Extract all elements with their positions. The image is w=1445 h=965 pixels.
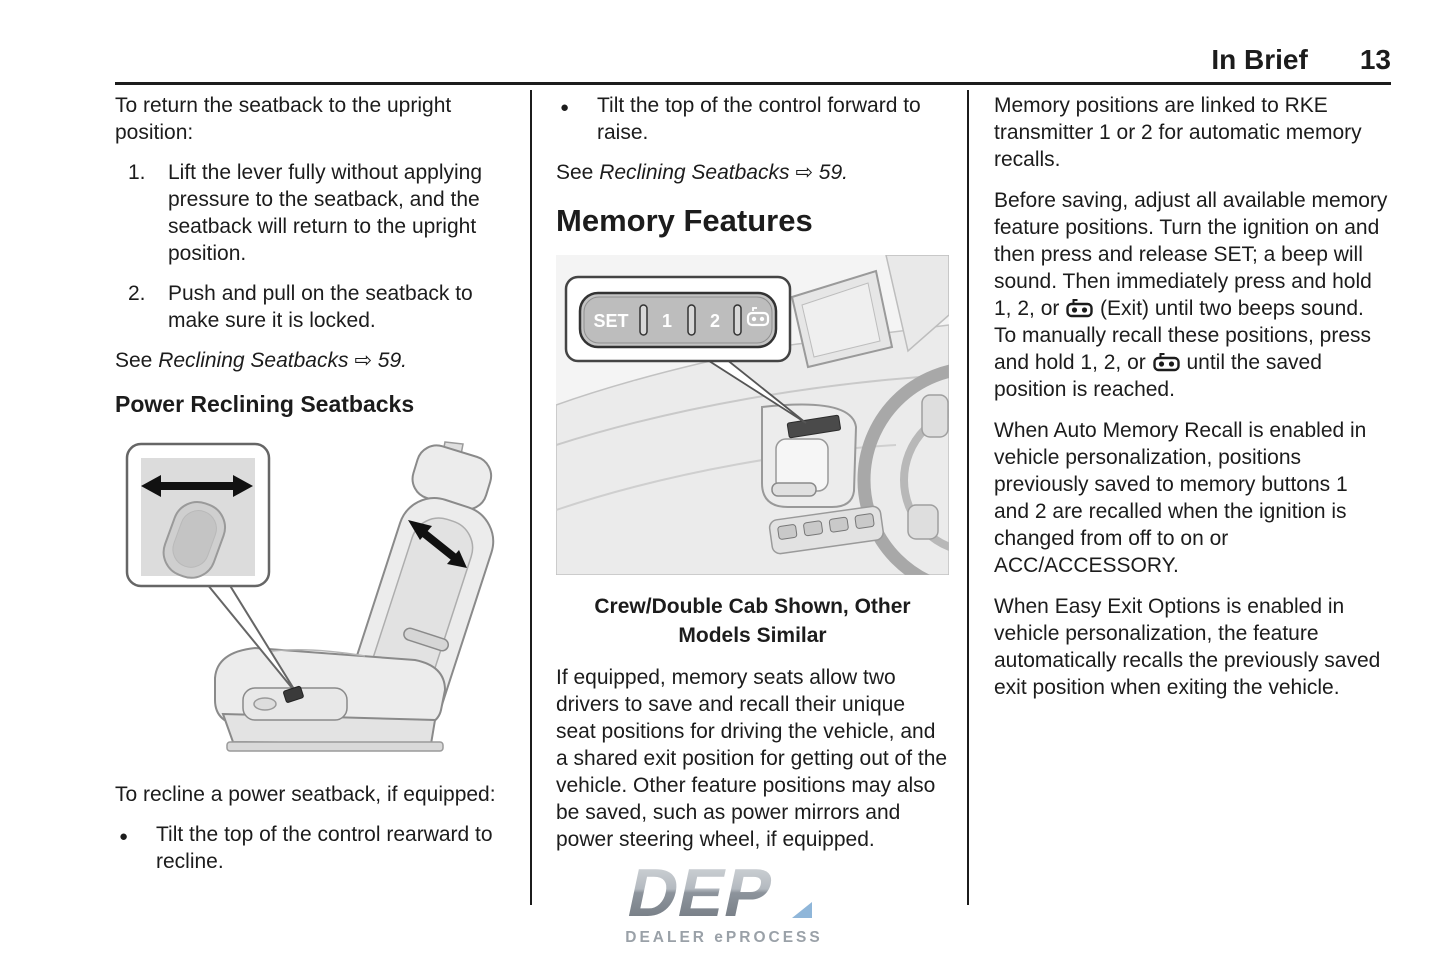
logo-subtext: DEALER ePROCESS	[625, 929, 823, 946]
column-3	[994, 92, 1388, 701]
seat-illustration	[115, 438, 507, 758]
exit-icon	[1065, 298, 1094, 318]
paragraph: Before saving, adjust all available memory feature positions. Turn the ignition on and then press and release SET; a beep will sound. Then immediately press and hold 1, 2, or (Exit) until two beeps sound. To manually recall these positions, press and hold 1, 2, or until the saved position is reached.	[994, 189, 1388, 401]
column-1	[115, 92, 507, 875]
list-item	[115, 159, 507, 267]
exit-icon	[1152, 352, 1181, 372]
reference-title: Reclining Seatbacks	[599, 161, 790, 184]
reference-page: 59.	[377, 349, 407, 372]
paragraph: Memory positions are linked to RKE transmitter 1 or 2 for automatic memory recalls.	[994, 94, 1362, 171]
figure-caption: Crew/Double Cab Shown, Other Models Similar	[594, 595, 911, 647]
bullet-text: Tilt the top of the control rearward to recline.	[156, 823, 493, 873]
column-divider	[530, 90, 532, 905]
bullet-text: Tilt the top of the control forward to raise.	[597, 94, 921, 144]
paragraph: When Easy Exit Options is enabled in vehicle personalization, the feature automatically recalls the previously saved exit position when exiting the vehicle.	[994, 595, 1381, 699]
list-item	[115, 280, 507, 334]
paragraph: To return the seatback to the upright position:	[115, 94, 452, 144]
list-text: Push and pull on the seatback to make sure it is locked.	[168, 282, 473, 332]
see-label: See	[556, 161, 600, 184]
column-divider	[967, 90, 969, 905]
memory-buttons-figure	[556, 255, 949, 582]
memory-1-button-label: 1	[661, 311, 673, 331]
paragraph: If equipped, memory seats allow two drivers to save and recall their unique seat positions for driving the vehicle, and a shared exit position for getting out of the vehicle. Other feature positions may also be saved, such as power mirrors and power steering wheel, if equipped.	[556, 666, 948, 851]
section-heading: Power Reclining Seatbacks	[115, 391, 415, 417]
door-panel-illustration	[556, 255, 949, 575]
page-number: 13	[1359, 44, 1391, 75]
paragraph: To recline a power seatback, if equipped:	[115, 783, 496, 806]
cross-reference	[556, 159, 949, 186]
dealer-eprocess-logo	[612, 852, 842, 957]
page-title: In Brief	[1211, 44, 1308, 75]
bullet-icon	[556, 92, 597, 146]
logo-text: DEP	[621, 854, 781, 931]
bullet-item	[556, 92, 949, 146]
bullet-item	[115, 821, 507, 875]
column-2	[556, 92, 949, 853]
bullet-icon	[115, 821, 156, 875]
cross-reference	[115, 347, 507, 374]
list-text: Lift the lever fully without applying pressure to the seatback, and the seatback will return to the upright position.	[168, 161, 483, 265]
reference-page: 59.	[818, 161, 848, 184]
seat-recline-figure	[115, 438, 507, 765]
header-rule	[115, 82, 1391, 85]
cross-ref-arrow-icon: ⇨	[354, 349, 372, 372]
memory-2-button-label: 2	[709, 311, 721, 331]
paragraph: When Auto Memory Recall is enabled in vehicle personalization, positions previously saved to memory buttons 1 and 2 are recalled when the ignition is changed from off to on or ACC/ACCESSORY.	[994, 419, 1367, 577]
page-header	[115, 44, 1391, 76]
list-number: 2.	[128, 282, 146, 305]
reference-title: Reclining Seatbacks	[158, 349, 349, 372]
logo-blue-accent	[792, 902, 812, 918]
cross-ref-arrow-icon: ⇨	[795, 161, 813, 184]
section-heading: Memory Features	[556, 203, 813, 238]
see-label: See	[115, 349, 159, 372]
list-number: 1.	[128, 161, 146, 184]
set-button-label: SET	[593, 311, 629, 331]
